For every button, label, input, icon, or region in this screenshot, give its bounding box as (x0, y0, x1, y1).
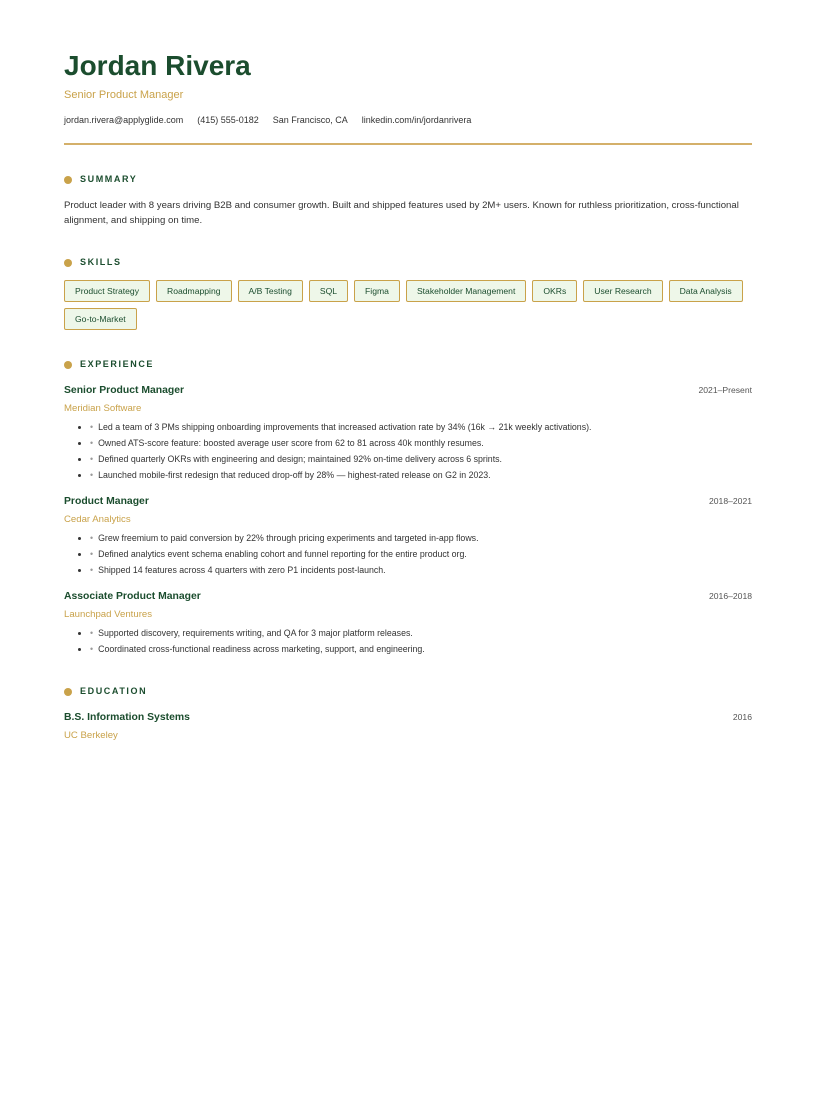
job-bullet: • • Shipped 14 features across 4 quarters with zero P1 incidents post-launch. (90, 562, 752, 578)
degree-title: B.S. Information Systems (64, 712, 190, 723)
skill-chip: OKRs (532, 280, 577, 302)
skills-heading (64, 256, 752, 268)
degree-year: 2016 (732, 712, 752, 722)
job-title: Senior Product Manager (64, 385, 185, 396)
candidate-name: Jordan Rivera (64, 50, 251, 81)
skill-chip: Data Analysis (669, 280, 743, 302)
job-bullets (64, 530, 752, 578)
job-bullet: • • Owned ATS-score feature: boosted average user score from 62 to 81 across 40k monthly resumes. (90, 435, 752, 451)
contact-phone: (415) 555-0182 (197, 115, 259, 125)
bullet-dot-icon (64, 688, 72, 696)
section-title-summary: SUMMARY (80, 174, 138, 184)
section-title-education: EDUCATION (80, 686, 148, 696)
job-dates: 2021–Present (698, 385, 752, 395)
job-bullet: • • Coordinated cross-functional readiness across marketing, support, and engineering. (90, 641, 752, 657)
job-entry (64, 384, 752, 483)
job-dates: 2018–2021 (708, 496, 752, 506)
summary-heading (64, 173, 752, 185)
job-company: Cedar Analytics (64, 514, 131, 525)
summary-text: Product leader with 8 years driving B2B and consumer growth. Built and shipped features used by 2M+ users. Known for ruthless prioritization, cross-functional alignment, and shipping on time. (64, 200, 739, 226)
bullet-dot-icon (64, 361, 72, 369)
bullet-dot-icon (64, 259, 72, 267)
education-entry (64, 711, 752, 742)
school-name: UC Berkeley (64, 730, 118, 741)
job-bullet: • • Defined quarterly OKRs with engineering and design; maintained 92% on-time delivery across 6 sprints. (90, 451, 752, 467)
job-bullet: • • Supported discovery, requirements writing, and QA for 3 major platform releases. (90, 625, 752, 641)
section-title-skills: SKILLS (80, 257, 122, 267)
skill-chip: Go-to-Market (64, 308, 137, 330)
job-entry (64, 495, 752, 578)
job-bullets (64, 419, 752, 483)
job-bullet: • • Launched mobile-first redesign that reduced drop-off by 28% — highest-rated release on G2 in 2023. (90, 467, 752, 483)
experience-heading (64, 358, 752, 370)
contact-location: San Francisco, CA (272, 115, 348, 125)
job-title: Product Manager (64, 496, 149, 507)
header-divider (64, 143, 752, 145)
contact-row (64, 114, 752, 126)
job-bullet: • • Led a team of 3 PMs shipping onboarding improvements that increased activation rate by 34% (16k → 21k weekly activations). (90, 419, 752, 435)
skills-list (64, 280, 744, 330)
job-company: Meridian Software (64, 403, 142, 414)
job-entry (64, 590, 752, 657)
job-company: Launchpad Ventures (64, 609, 153, 620)
experience-list (64, 384, 752, 657)
skill-chip: Stakeholder Management (406, 280, 526, 302)
job-bullets (64, 625, 752, 657)
bullet-dot-icon (64, 176, 72, 184)
skill-chip: SQL (309, 280, 348, 302)
skill-chip: User Research (583, 280, 662, 302)
skill-chip: Roadmapping (156, 280, 232, 302)
job-bullet: • • Defined analytics event schema enabling cohort and funnel reporting for the entire product org. (90, 546, 752, 562)
section-title-experience: EXPERIENCE (80, 359, 155, 369)
skill-chip: A/B Testing (238, 280, 303, 302)
job-title: Associate Product Manager (64, 591, 201, 602)
candidate-role: Senior Product Manager (64, 89, 184, 101)
job-bullet: • • Grew freemium to paid conversion by 22% through pricing experiments and targeted in-app flows. (90, 530, 752, 546)
skill-chip: Product Strategy (64, 280, 150, 302)
contact-email: jordan.rivera@applyglide.com (64, 115, 184, 125)
education-heading (64, 685, 752, 697)
contact-linkedin: linkedin.com/in/jordanrivera (361, 115, 472, 125)
skill-chip: Figma (354, 280, 400, 302)
job-dates: 2016–2018 (708, 591, 752, 601)
